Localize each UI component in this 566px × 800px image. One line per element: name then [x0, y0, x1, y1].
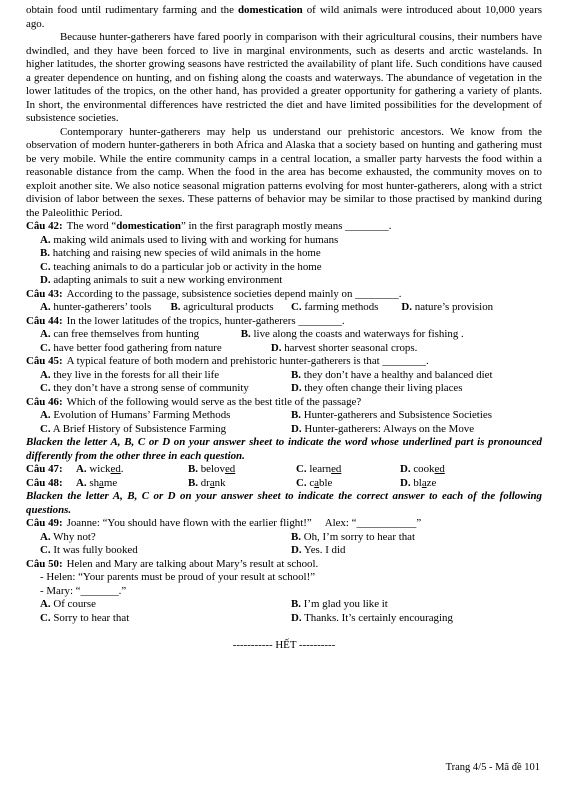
option-d[interactable]: D. nature’s provision — [401, 301, 494, 313]
passage-paragraph-1: Because hunter-gatherers have fared poorly in comparison with their agricultural cousins, their numbers have dwindled, and they have been forced to live in marginal environments, such as deserts and arctic wastelands. In higher latitudes, the shorter growing seasons have restricted the availability of plant life. Such conditions have caused a greater dependence on hunting, and on fishing along the coasts and waterways. The abundance of vegetation in the lower latitudes of the tropics, on the other hand, has provided a greater opportunity for gathering a variety of plants. In short, the environmental differences have restricted the diet and have limited possibilities for the development of subsistence societies. — [26, 31, 542, 124]
option-d[interactable]: D. harvest shorter seasonal crops. — [270, 341, 418, 354]
option-d[interactable]: D. blaze — [400, 476, 437, 489]
question-45 — [26, 355, 542, 369]
option-c[interactable]: C. cable — [296, 476, 333, 489]
option-b[interactable]: B. Oh, I’m sorry to hear that — [291, 530, 416, 543]
question-stem: A typical feature of both modern and prehistoric hunter-gatherers is that ________. — [66, 355, 429, 367]
exam-page — [26, 4, 542, 653]
option-a[interactable]: A. shame — [76, 476, 118, 489]
option-a[interactable]: A. wicked. — [76, 463, 124, 475]
option-d[interactable]: D. Yes. I did — [291, 544, 346, 556]
option-a[interactable]: A. can free themselves from hunting — [40, 328, 200, 340]
options-row — [26, 544, 542, 558]
option-a[interactable]: A. Of course — [40, 598, 96, 610]
question-number: Câu 43: — [26, 287, 63, 300]
option-d[interactable]: D. Hunter-gatherers: Always on the Move — [291, 422, 475, 435]
question-number: Câu 44: — [26, 314, 63, 327]
question-49 — [26, 517, 542, 531]
question-44 — [26, 315, 542, 329]
option-b[interactable]: B. I’m glad you like it — [291, 598, 388, 610]
option-b[interactable]: B. they don’t have a healthy and balanced diet — [291, 368, 493, 381]
option-a[interactable]: A. Why not? — [40, 530, 96, 543]
option-c[interactable]: C. teaching animals to do a particular job or activity in the home — [40, 260, 322, 273]
option-b[interactable]: B. live along the coasts and waterways for fishing . — [240, 328, 464, 340]
page-footer: Trang 4/5 - Mã đề 101 — [445, 762, 540, 773]
end-marker: ----------- HẾT ---------- — [232, 639, 336, 651]
option-c[interactable]: C. Sorry to hear that — [40, 611, 130, 624]
option-a[interactable]: A. making wild animals used to living with and working for humans — [40, 233, 339, 246]
option-d[interactable]: D. cooked — [400, 463, 445, 475]
option-b[interactable]: B. Hunter-gatherers and Subsistence Societies — [291, 409, 492, 421]
question-number: Câu 48: — [26, 476, 63, 489]
option-d[interactable]: D. Thanks. It’s certainly encouraging — [291, 611, 453, 624]
option-c[interactable]: C. have better food gathering from nature — [40, 341, 222, 354]
option-a[interactable]: A. they live in the forests for all their life — [40, 368, 220, 381]
options-row — [26, 598, 542, 612]
options-row — [26, 342, 542, 356]
dialogue-line: - Mary: “_______.” — [40, 584, 127, 597]
option-c[interactable]: C. learned — [296, 463, 342, 475]
question-stem: Joanne: “You should have flown with the earlier flight!” Alex: “___________” — [66, 517, 422, 529]
passage-paragraph-0: obtain food until rudimentary farming and the domestication of wild animals were introduced about 10,000 years ago. — [26, 4, 542, 30]
dialogue-line: - Helen: “Your parents must be proud of your result at school!” — [40, 571, 316, 583]
question-43 — [26, 288, 542, 302]
question-stem: In the lower latitudes of the tropics, hunter-gatherers ________. — [66, 314, 345, 327]
options-row — [26, 328, 542, 342]
option-c[interactable]: C. farming methods — [290, 301, 379, 313]
question-number: Câu 46: — [26, 395, 63, 408]
question-50 — [26, 558, 542, 572]
option-b[interactable]: B. hatching and raising new species of wild animals in the home — [40, 247, 321, 259]
question-stem: Helen and Mary are talking about Mary’s result at school. — [66, 557, 319, 570]
section-instruction: Blacken the letter A, B, C or D on your answer sheet to indicate the correct answer to each of the following questions. — [26, 490, 542, 516]
question-number: Câu 49: — [26, 517, 63, 529]
option-d[interactable]: D. adapting animals to suit a new working environment — [40, 274, 283, 286]
question-stem: The word “domestication” in the first paragraph mostly means ________. — [66, 220, 392, 232]
option-d[interactable]: D. they often change their living places — [291, 382, 463, 394]
passage-paragraph-2: Contemporary hunter-gatherers may help us understand our prehistoric ancestors. We know from the observation of modern hunter-gatherers in both Africa and Alaska that a society based on hunting and gathering must be very mobile. While the entire community camps in a central location, a smaller party harvests the food within a reasonable distance from the camp. When the food in the area has become exhausted, the community moves on to exploit another site. We also notice seasonal migration patterns evolving for most hunter-gatherers, along with a strict division of labor between the sexes. These patterns of behavior may be similar to those practised by mankind during the Paleolithic Period. — [26, 125, 542, 219]
question-number: Câu 42: — [26, 220, 63, 232]
option-b[interactable]: B. beloved — [188, 463, 236, 475]
question-48 — [26, 477, 542, 491]
options-row — [26, 612, 542, 626]
section-instruction: Blacken the letter A, B, C or D on your answer sheet to indicate the word whose underlined part is pronounced differently from the other three in each question. — [26, 436, 542, 462]
options-row — [26, 531, 542, 545]
options-row — [26, 382, 542, 396]
question-number: Câu 47: — [26, 463, 63, 475]
question-number: Câu 45: — [26, 355, 63, 367]
question-46 — [26, 396, 542, 410]
option-b[interactable]: B. agricultural products — [170, 301, 274, 313]
options-row — [26, 301, 542, 315]
option-a[interactable]: A. Evolution of Humans’ Farming Methods — [40, 409, 231, 421]
options-row — [26, 423, 542, 437]
question-stem: Which of the following would serve as the best title of the passage? — [66, 395, 362, 408]
option-a[interactable]: A. hunter-gatherers’ tools — [40, 301, 152, 313]
question-42 — [26, 220, 542, 234]
option-c[interactable]: C. they don’t have a strong sense of community — [40, 382, 249, 394]
question-number: Câu 50: — [26, 557, 63, 570]
option-b[interactable]: B. drank — [188, 476, 226, 489]
options-row — [26, 409, 542, 423]
question-47 — [26, 463, 542, 477]
option-c[interactable]: C. It was fully booked — [40, 544, 138, 556]
option-c[interactable]: C. A Brief History of Subsistence Farming — [40, 422, 227, 435]
options-row — [26, 369, 542, 383]
question-stem: According to the passage, subsistence societies depend mainly on ________. — [66, 287, 402, 300]
